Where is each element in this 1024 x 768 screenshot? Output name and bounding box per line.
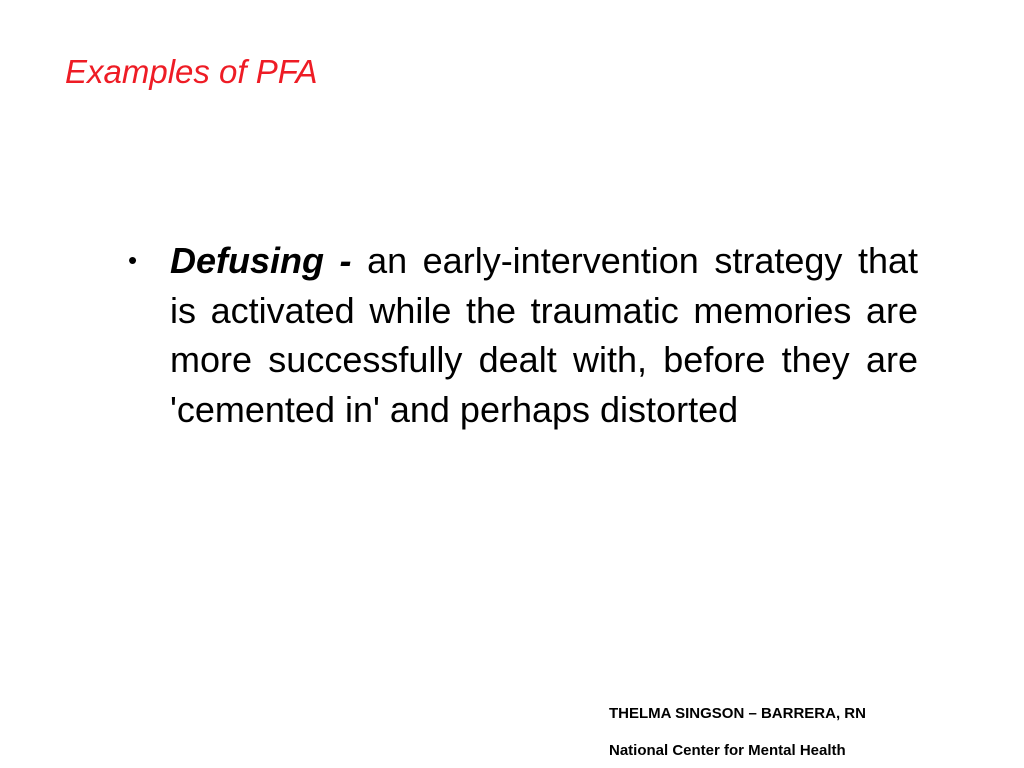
bullet-term: Defusing - <box>170 240 368 281</box>
bullet-item-defusing <box>128 236 918 434</box>
footer-author: THELMA SINGSON – BARRERA, RN <box>609 705 866 722</box>
bullet-marker: • <box>128 245 138 275</box>
bullet-list <box>128 236 918 434</box>
footer-organization: National Center for Mental Health <box>609 742 846 759</box>
bullet-text: an early-intervention strategy that is activated while the traumatic memories are more successfully dealt with, before they are 'cemented in' and perhaps distorted <box>170 240 918 430</box>
slide-title: Examples of PFA <box>65 53 318 90</box>
footer <box>609 704 866 761</box>
